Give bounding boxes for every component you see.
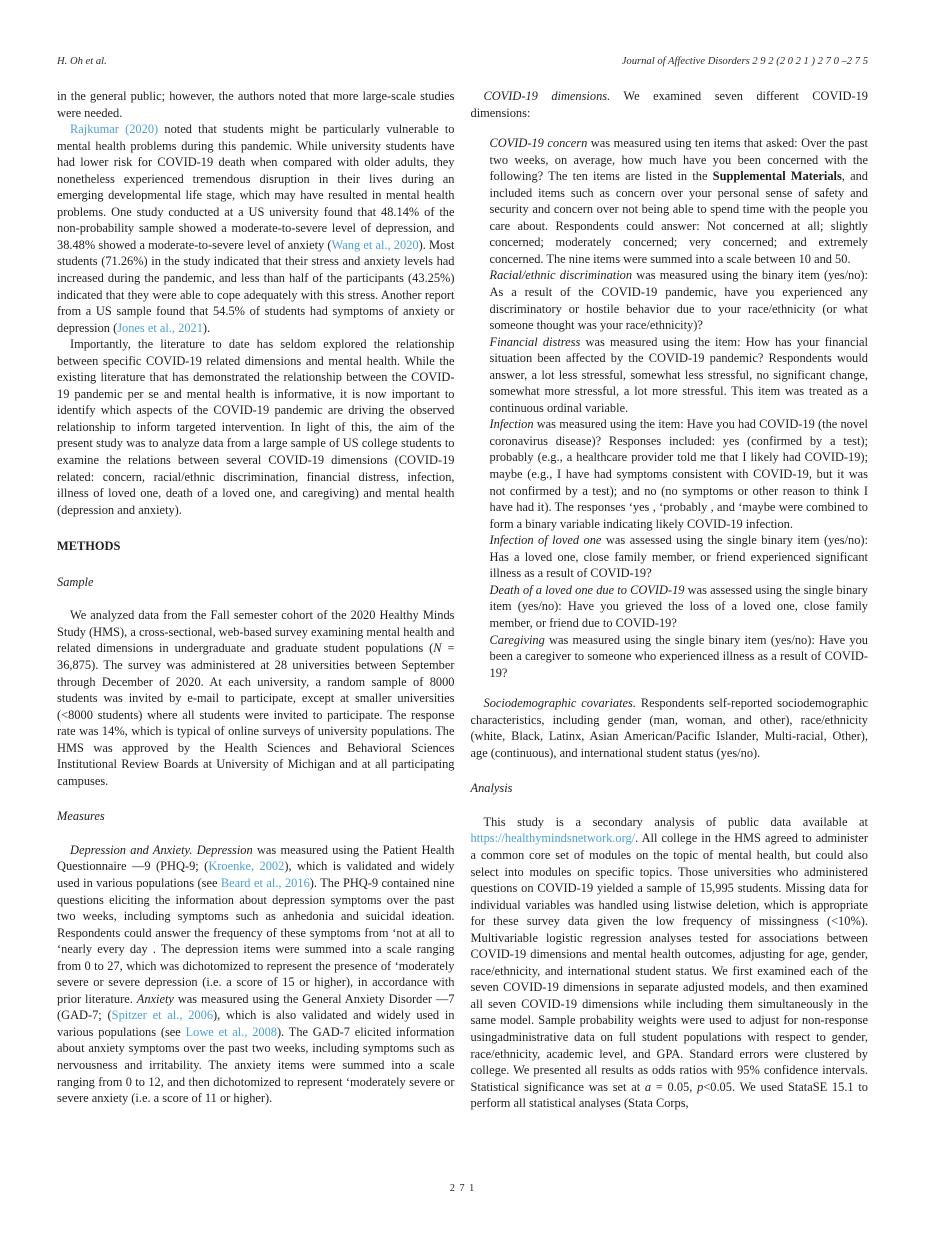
subsection-heading: Measures xyxy=(57,809,105,824)
citation-link[interactable]: Lowe et al., 2008 xyxy=(185,1024,277,1039)
text-run: was measured using the General Anxiety Disorder —7 (GAD-7; ( xyxy=(57,991,455,1023)
section-heading: METHODS xyxy=(57,539,121,554)
text-run: was measured using the single binary item (yes/no): Have you been a caregiver to someone who experienced illness as a result of COVID-19? xyxy=(489,632,868,680)
italic-text-run: Racial/ethnic discrimination xyxy=(489,268,633,283)
text-run: ). xyxy=(202,320,211,335)
text-run: , and included items such as concern over your personal sense of safety and security and concern over not being able to spend time with the people you care about. Respondents could answer: Not concerned at all; slightly concerned; moderately concerned; very concerned; and extremely concerned. The nine items were summed into a scale between 10 and 50. xyxy=(489,169,868,266)
text-run: ). The GAD-7 elicited information about anxiety symptoms over the past two weeks, including symptoms such as nervousness and irritability. The anxiety items were summed into a scale ranging from 0 to 12, and then dichotomized to represent ‘moderately severe or severe anxiety (i.e. a score of 11 or higher). xyxy=(57,1024,455,1106)
italic-text-run: p xyxy=(697,1079,704,1094)
paragraph xyxy=(471,814,869,1112)
text-run: was measured using the Patient Health Questionnaire —9 (PHQ-9; ( xyxy=(57,842,455,874)
text-run: <0.05. We used StataSE 15.1 to perform all statistical analyses (Stata Corps, xyxy=(470,1079,868,1111)
text-run: was assessed using the single binary item (yes/no): Have you grieved the loss of a loved one, close family member, or friend due to COVID-19? xyxy=(489,582,869,630)
running-header-journal: Journal of Affective Disorders 2 9 2 (2 0 2 1 ) 2 7 0 –2 7 5 xyxy=(621,56,868,67)
italic-text-run: Sociodemographic covariates. xyxy=(483,696,636,711)
text-run: = 36,875). The survey was administered at 28 universities between September through December of 2020. At each university, a random sample of 8000 students was invited by e-mail to participate, except at smaller universities (<8000 students) where all students were invited to participate. The response rate was 14%, which is typical of online surveys of university populations. The HMS was approved by the Health Sciences and Behavioral Sciences Institutional Review Boards at University of Michigan and at all participating campuses. xyxy=(57,641,455,788)
text-run: Respondents self-reported sociodemographic characteristics, including gender (man, woman, and other), race/ethnicity (white, Black, Latinx, Asian American/Pacific Islander, Multi-racial, Other), age (continuous), and international student status (yes/no). xyxy=(470,696,868,760)
covid-dimension-list xyxy=(490,135,869,681)
paragraph xyxy=(471,88,869,121)
citation-link[interactable]: https://healthymindsnetwork.org/ xyxy=(470,831,636,846)
text-run: in the general public; however, the authors noted that more large-scale studies were needed. xyxy=(57,89,455,120)
italic-text-run: Depression and Anxiety. Depression xyxy=(70,842,253,857)
text-run: ). Most students (71.26%) in the study indicated that their stress and anxiety levels had increased during the pandemic, and less than half of the participants (43.25%) indicated that they were able to cope adequately with this stress. Another report from a US sample found that 54.5% of students had symptoms of anxiety or depression ( xyxy=(57,237,455,335)
paragraph xyxy=(57,121,455,336)
text-run: We analyzed data from the Fall semester cohort of the 2020 Healthy Minds Study (HMS), a cross-sectional, web-based survey examining mental health and related dimensions in undergraduate and graduate student populations ( xyxy=(57,608,455,656)
text-run: = 0.05, xyxy=(651,1079,698,1094)
citation-link[interactable]: Spitzer et al., 2006 xyxy=(111,1008,214,1023)
text-run: was measured using the item: How has your financial situation been affected by the COVID-19 pandemic? Respondents would answer, a lot less stressful, somewhat less stressful, no significant change, somewhat more stressful, a lot more stressful. This item was treated as a continuous ordinal variable. xyxy=(489,334,868,415)
text-run: ). The PHQ-9 contained nine questions eliciting the information about depression symptoms over the past two weeks, including symptoms such as anhedonia and suicidal ideation. Respondents could answer the frequency of these symptoms from ‘not at all to ‘nearly every day . The depression items were summed into a scale ranging from 0 to 27, which was dichotomized to represent the presence of ‘moderately severe or severe depression (i.e. a score of 15 or higher), in accordance with prior literature. xyxy=(57,875,455,1006)
paragraph xyxy=(471,695,869,761)
subsection-heading: Analysis xyxy=(470,781,513,796)
citation-link[interactable]: Kroenke, 2002 xyxy=(208,859,285,874)
italic-text-run: Caregiving xyxy=(489,632,545,647)
page-number: 2 7 1 xyxy=(449,1183,476,1194)
text-run: . All college in the HMS agreed to administer a common core set of modules on the topic of mental health, but could also select into modules on specific topics. Those universities who administered questions on COVID-19 yielded a sample of 15,995 students. Missing data for individual variables was handled using listwise deletion, which is appropriate for these survey data given the low frequency of missingness (<10%). Multivariable logistic regression analyses tested for associations between COVID-19 dimensions and mental health outcomes, adjusting for age, gender, race/ethnicity, and international student status. We first examined each of the seven COVID-19 dimensions in separate adjusted models, and then examined all seven COVID-19 dimensions while including them simultaneously in the same model. Sample probability weights were used to adjust for non-response usingadministrative data on full student populations with respect to gender, race/ethnicity, academic level, and GPA. Standard errors were clustered by college. We presented all results as odds ratios with 95% confidence intervals. Statistical significance was set at xyxy=(470,831,868,1094)
italic-text-run: Anxiety xyxy=(136,991,174,1006)
citation-link[interactable]: Rajkumar (2020) xyxy=(70,122,159,137)
covid-dimension-item xyxy=(490,334,869,417)
italic-text-run: Death of a loved one due to COVID-19 xyxy=(489,582,685,597)
covid-dimension-item xyxy=(490,582,869,632)
text-run: Importantly, the literature to date has seldom explored the relationship between specific COVID-19 related dimensions and mental health. While the existing literature that has demonstrated the relationship between the COVID-19 pandemic per se and mental health is informative, it is now important to identify which aspects of the COVID-19 pandemic are driving the observed relationship to inform targeted intervention. In light of this, the aim of the present study was to analyze data from a large sample of US college students to examine the relations between several COVID-19 dimensions (COVID-19 related: concern, racial/ethnic discrimination, financial distress, infection, illness of loved one, death of a loved one, and caregiving) and mental health (depression and anxiety). xyxy=(57,337,455,517)
italic-text-run: Infection of loved one xyxy=(489,533,602,548)
citation-link[interactable]: Jones et al., 2021 xyxy=(117,320,203,335)
text-run: was assessed using the single binary item (yes/no): Has a loved one, close family member, or friend experienced significant illness as a result of COVID-19? xyxy=(489,533,868,581)
paragraph xyxy=(57,842,455,1107)
paragraph xyxy=(57,336,455,518)
italic-text-run: Infection xyxy=(489,417,534,432)
covid-dimension-item xyxy=(490,267,869,333)
citation-link[interactable]: Beard et al., 2016 xyxy=(220,875,310,890)
italic-text-run: a xyxy=(644,1079,652,1094)
text-run: ), which is validated and widely used in various populations (see xyxy=(57,859,455,890)
covid-dimension-item xyxy=(490,532,869,582)
running-header xyxy=(57,56,868,67)
text-run: was measured using the item: Have you had COVID-19 (the novel coronavirus disease)? Responses included: yes (confirmed by a test); probably (e.g., a healthcare provider told me that I likely had COVID-19); maybe (e.g., I have had symptoms consistent with COVID-19, but it was not confirmed by a test); and no (no symptoms or other reason to think I have had it). The responses ‘yes , ‘probably , and ‘maybe were combined to form a binary variable indicating likely COVID-19 infection. xyxy=(489,417,868,531)
italic-text-run: N xyxy=(433,641,442,656)
text-run: was measured using ten items that asked: Over the past two weeks, on average, how much have you been concerned with the following? The ten items are listed in the xyxy=(489,136,868,184)
text-run: ), which is also validated and widely used in various populations (see xyxy=(57,1008,455,1039)
paragraph xyxy=(57,607,455,789)
citation-link[interactable]: Wang et al., 2020 xyxy=(331,237,419,252)
column-left xyxy=(57,88,455,1112)
column-right xyxy=(471,88,869,1112)
italic-text-run: Financial distress xyxy=(489,334,581,349)
text-run: This study is a secondary analysis of public data available at xyxy=(483,814,868,829)
covid-dimension-item xyxy=(490,416,869,532)
two-column-body xyxy=(57,88,868,1112)
paragraph xyxy=(57,88,455,121)
covid-dimension-item xyxy=(490,135,869,267)
covid-dimension-item xyxy=(490,632,869,682)
italic-text-run: COVID-19 dimensions. xyxy=(483,89,611,103)
italic-text-run: COVID-19 concern xyxy=(489,136,588,151)
running-header-authors: H. Oh et al. xyxy=(57,56,107,67)
text-run: We examined seven different COVID-19 dimensions: xyxy=(470,89,868,120)
subsection-heading: Sample xyxy=(57,574,94,589)
text-run: was measured using the binary item (yes/no): As a result of the COVID-19 pandemic, have you experienced any discriminatory or hostile behavior due to your race/ethnicity (or what someone thought was your race/ethnicity)? xyxy=(489,268,868,333)
bold-text-run: Supplemental Materials xyxy=(712,169,842,184)
text-run: noted that students might be particularly vulnerable to mental health problems during this pandemic. While university students have had lower risk for COVID-19 death when compared with older adults, they nonetheless experienced tremendous disruption in their lives during an emerging developmental life stage, which may have resulted in mental health problems. One study conducted at a US university found that 48.14% of the non-probability sample showed a moderate-to-severe level of depression, and 38.48% showed a moderate-to-severe level of anxiety ( xyxy=(57,122,455,252)
